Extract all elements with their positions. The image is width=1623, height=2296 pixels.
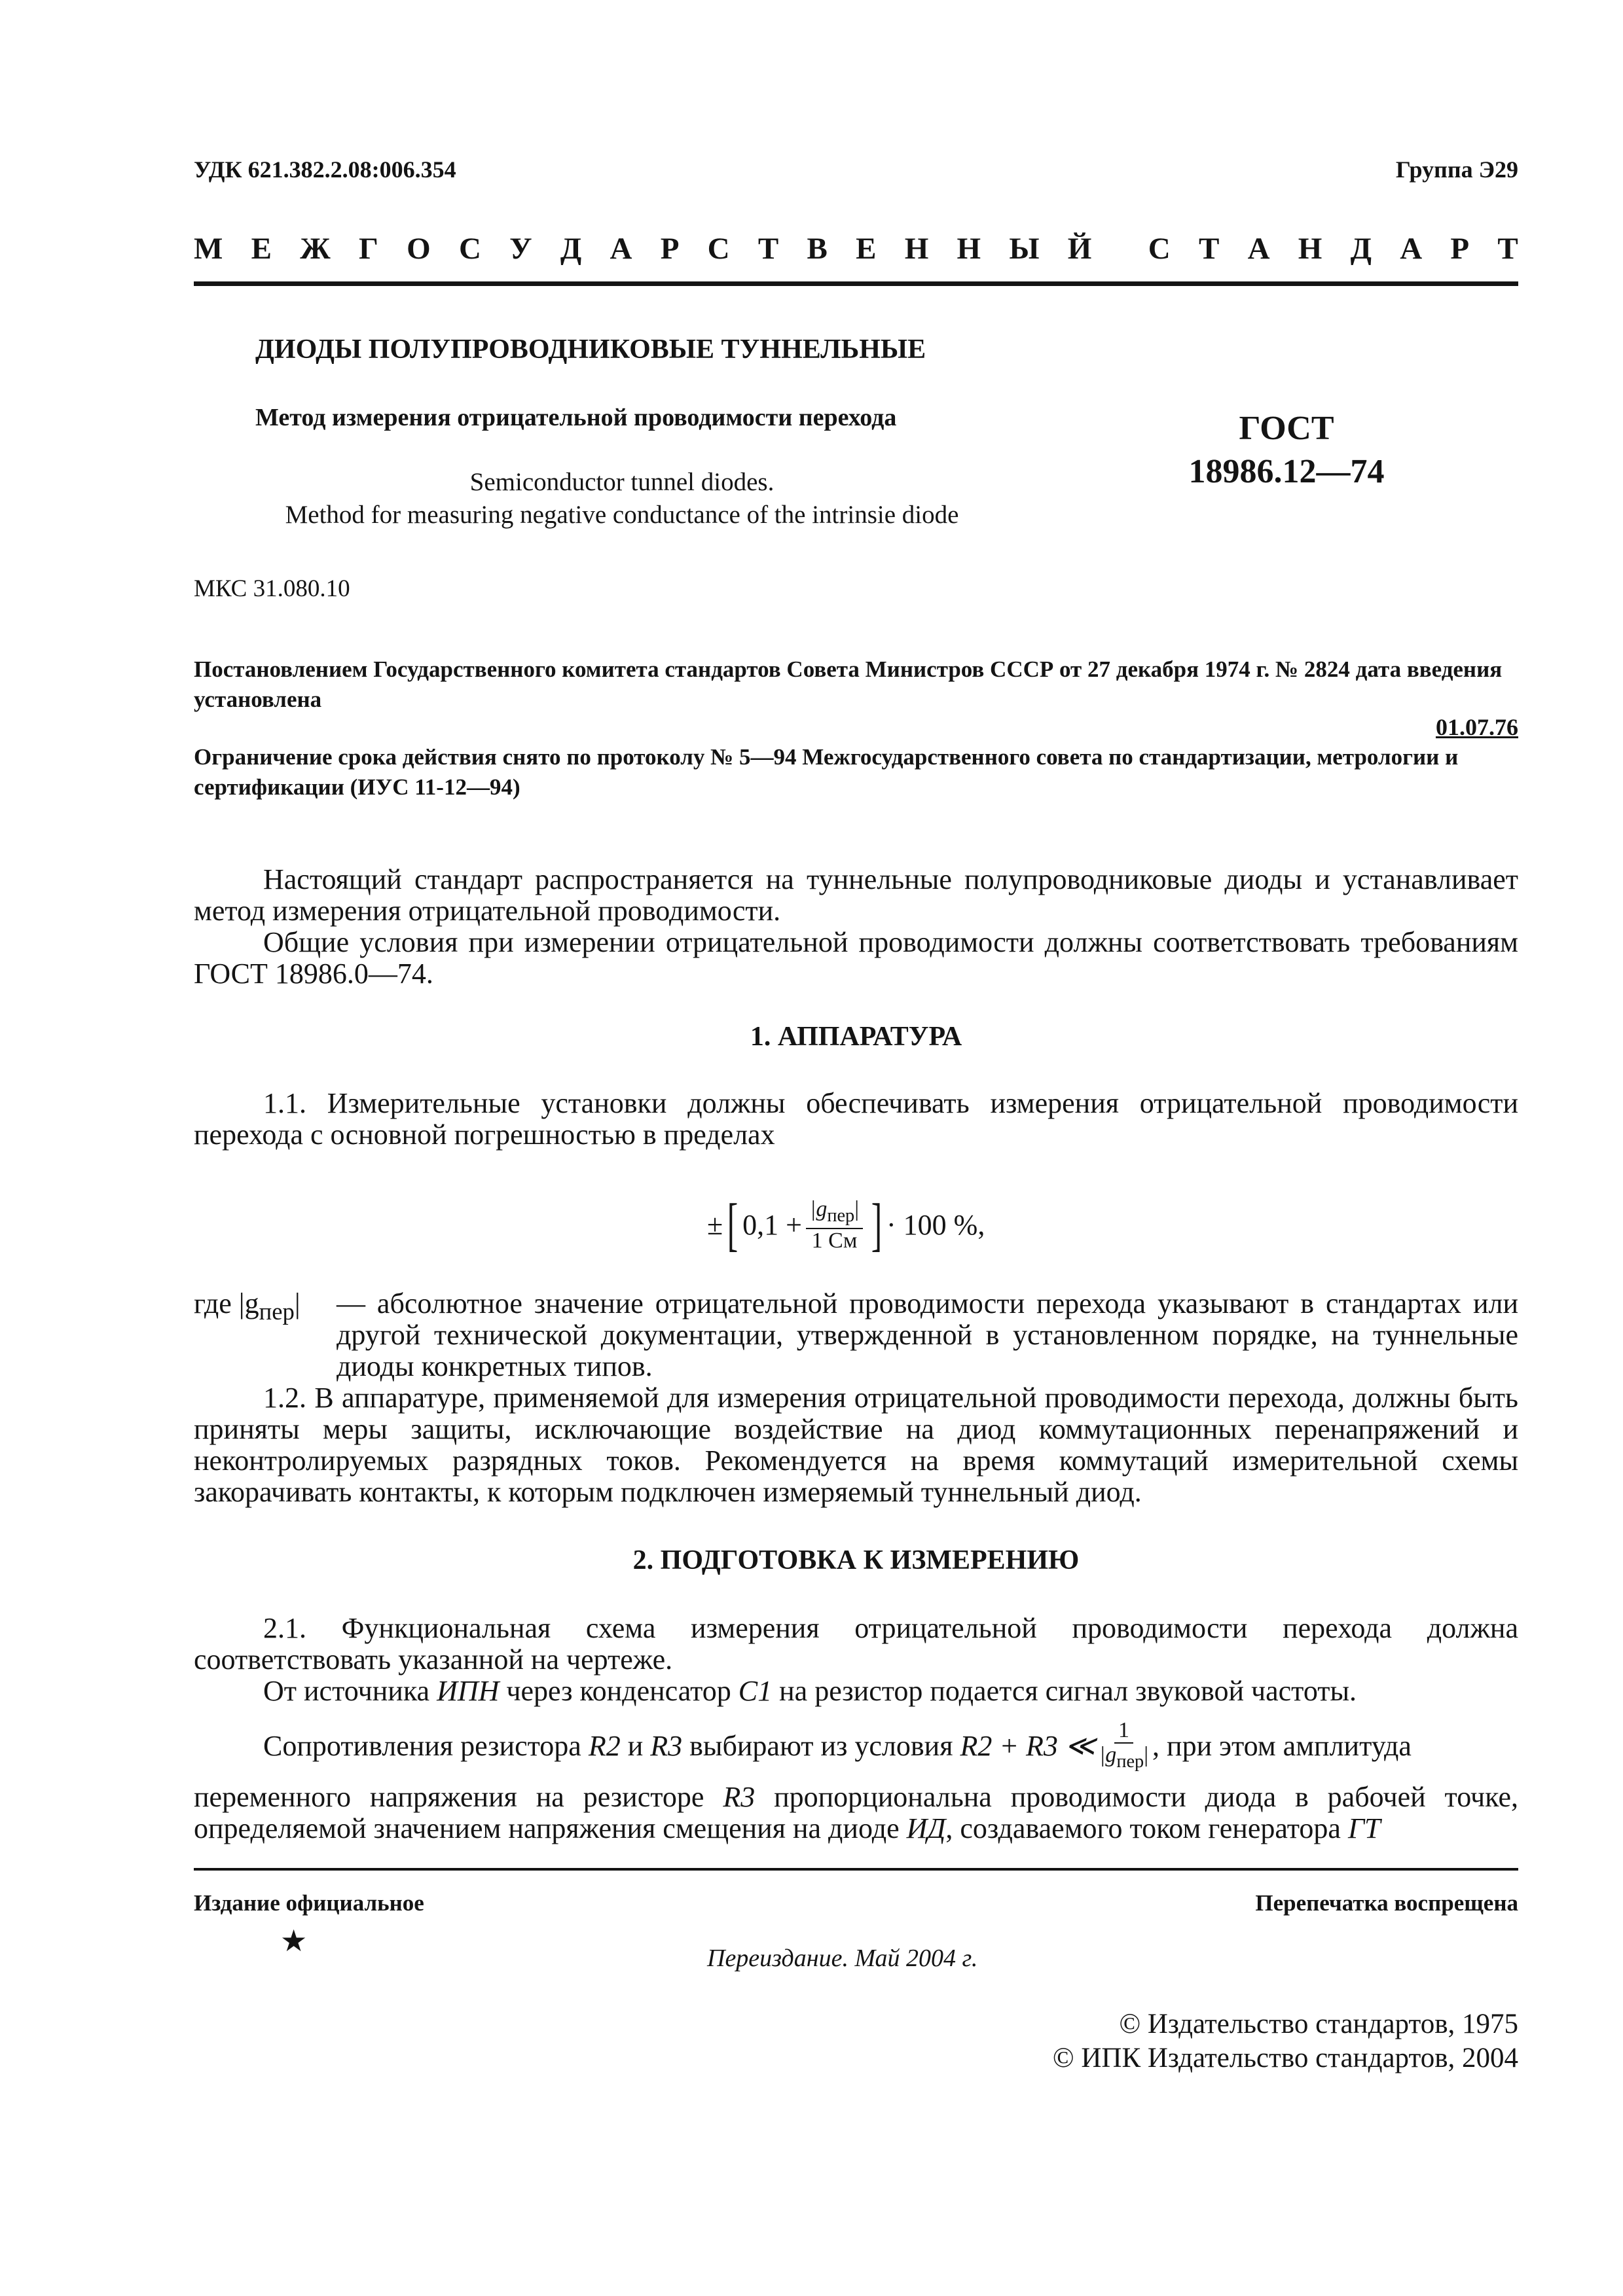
signal-source-paragraph: От источника ИПН через конденсатор С1 на резистор подается сигнал звуковой частоты. (263, 1675, 1357, 1707)
where-explanation: — абсолютное значение отрицательной проводимости перехода указывают в стандартах или другой технической документации, утвержденной в установленном порядке, на туннельные диоды конкретных типов. (337, 1287, 1518, 1382)
where-label: где $|g_{пер}|$ (194, 1287, 301, 1325)
banner-letter: М (194, 232, 223, 266)
formula-denominator: 1 См (811, 1228, 858, 1253)
formula-numerator: |g (809, 1197, 828, 1221)
gost-designation (1139, 407, 1434, 493)
limitation-text: Ограничение срока действия снято по протоколу № 5—94 Межгосударственного совета по стандартизации, метрологии и сертификации (ИУС 11-12—94) (194, 744, 1459, 800)
banner-letter: В (807, 232, 828, 266)
banner-letter: Т (1198, 232, 1220, 266)
banner-letter: Н (957, 232, 981, 266)
document-title: ДИОДЫ ПОЛУПРОВОДНИКОВЫЕ ТУННЕЛЬНЫЕ (255, 334, 926, 365)
banner-letter: Й (1067, 232, 1092, 266)
reprint-prohibited: Перепечатка воспрещена (1255, 1890, 1518, 1916)
banner-letter: Д (1350, 232, 1372, 266)
english-title-line2: Method for measuring negative conductance of the intrinsie diode (285, 501, 959, 529)
banner-letter: У (509, 232, 532, 266)
banner-letter: Т (1497, 232, 1518, 266)
banner-letter: Н (904, 232, 929, 266)
clause-1-2: 1.2. В аппаратуре, применяемой для измерения отрицательной проводимости перехода, должны быть приняты меры защиты, исключающие воздействие на диод коммутационных перенапряжений и неконтролируемых разрядных токов. Рекомендуется на время коммутаций измерительной схемы закорачивать контакты, к которым подключен измеряемый туннельный диод. (194, 1382, 1518, 1508)
formula-multiplier: · 100 %, (886, 1209, 985, 1242)
banner-letter: А (610, 232, 632, 266)
gost-number: 18986.12—74 (1188, 453, 1385, 490)
english-title-line1: Semiconductor tunnel diodes. (469, 468, 775, 496)
effective-date: 01.07.76 (1436, 714, 1518, 740)
official-edition: Издание официальное (194, 1890, 424, 1916)
banner-letter: Д (560, 232, 582, 266)
banner-letter: С (458, 232, 481, 266)
banner-letter: Н (1298, 232, 1322, 266)
condition-fraction: $\frac{1}{|g_{пер}|}$ (1099, 1718, 1149, 1772)
formula-numerator-end: | (854, 1197, 860, 1221)
udk-code: УДК 621.382.2.08:006.354 (194, 156, 456, 183)
formula-numerator-sub: пер (827, 1205, 855, 1226)
banner-letter: С (1148, 232, 1171, 266)
standard-banner (194, 231, 1518, 266)
banner-letter: А (1247, 232, 1270, 266)
top-rule (194, 281, 1518, 286)
formula-fraction (806, 1198, 863, 1253)
clause-1-1: 1.1. Измерительные установки должны обеспечивать измерения отрицательной проводимости перехода с основной погрешностью в пределах (194, 1087, 1518, 1151)
banner-letter: А (1400, 232, 1423, 266)
banner-letter: Р (660, 232, 680, 266)
banner-letter: Р (1450, 232, 1470, 266)
star-icon: ★ (280, 1924, 308, 1958)
footer-rule (194, 1868, 1518, 1871)
banner-letter: Е (251, 232, 272, 266)
copyright-1975: © Издательство стандартов, 1975 (1119, 2009, 1518, 2039)
decree-text: Постановлением Государственного комитета стандартов Совета Министров СССР от 27 декабря 1974 г. № 2824 дата введения установлена (194, 656, 1503, 712)
resistor-condition: Сопротивления резистора R2 и R3 выбирают из условия R2 + R3 ≪ $\frac{1}{|g_{пер}|}$ , при этом амплитуда (263, 1719, 1412, 1774)
section-2-heading: 2. ПОДГОТОВКА К ИЗМЕРЕНИЮ (632, 1545, 1080, 1575)
mks-code: МКС 31.080.10 (194, 575, 350, 602)
section-1-heading: 1. АППАРАТУРА (750, 1022, 962, 1052)
banner-letter: Е (856, 232, 877, 266)
clause-2-1: 2.1. Функциональная схема измерения отрицательной проводимости перехода должна соответствовать указанной на чертеже. (194, 1612, 1518, 1676)
banner-letter: О (407, 232, 431, 266)
group-code: Группа Э29 (1395, 156, 1518, 183)
banner-letter: С (707, 232, 730, 266)
amplitude-paragraph: переменного напряжения на резисторе R3 пропорциональна проводимости диода в рабочей точке, определяемой значением напряжения смещения на диоде ИД, создаваемого током генератора ГТ (194, 1781, 1518, 1844)
reissue-note: Переиздание. Май 2004 г. (707, 1945, 978, 1972)
error-formula: ± [ 0,1 + $\frac{|g_{пер}|}{1 См}$ ] · 100 %, (707, 1192, 985, 1257)
document-subtitle: Метод измерения отрицательной проводимости перехода (255, 404, 897, 431)
intro-paragraph-1: Настоящий стандарт распространяется на туннельные полупроводниковые диоды и устанавливает метод измерения отрицательной проводимости. (194, 863, 1518, 927)
banner-letter: Ы (1009, 232, 1040, 266)
banner-letter: Г (358, 232, 378, 266)
gost-label: ГОСТ (1239, 410, 1334, 447)
intro-paragraph-2: Общие условия при измерении отрицательной проводимости должны соответствовать требованиям ГОСТ 18986.0—74. (194, 926, 1518, 990)
formula-plus-minus: ± (707, 1209, 723, 1242)
formula-constant: 0,1 + (742, 1209, 802, 1242)
banner-letter: Т (757, 232, 779, 266)
banner-letter: Ж (300, 232, 331, 266)
english-title (255, 466, 989, 531)
copyright-2004: © ИПК Издательство стандартов, 2004 (1052, 2043, 1518, 2073)
